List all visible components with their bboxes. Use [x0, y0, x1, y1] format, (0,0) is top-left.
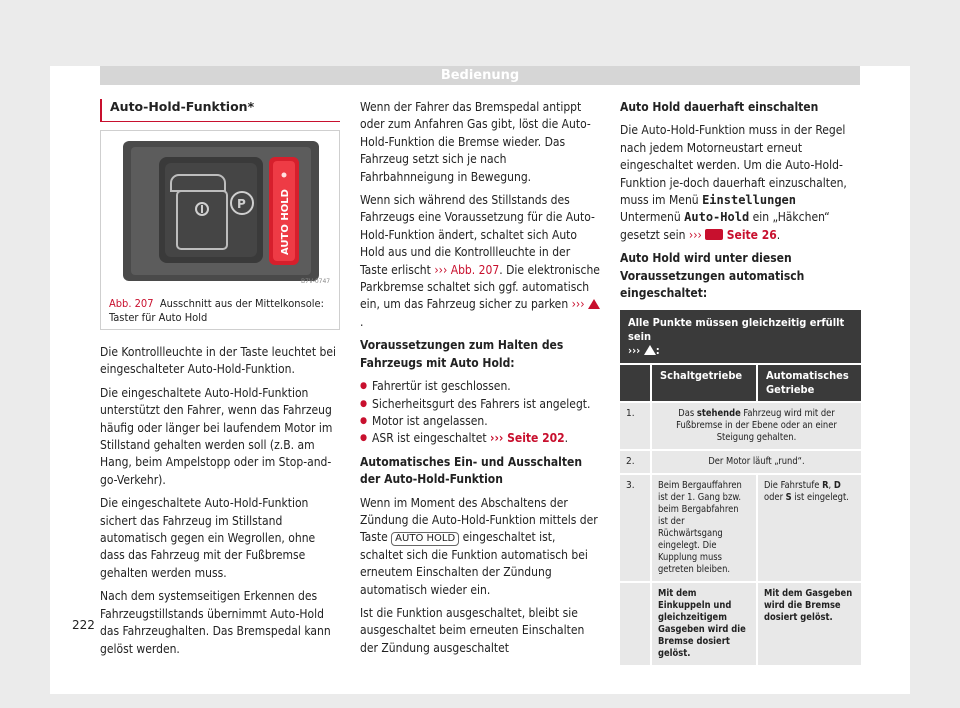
- auto-hold-label: AUTO HOLD: [280, 189, 291, 255]
- paragraph: Die eingeschaltete Auto-Hold-Funktion sichert das Fahrzeug im Stillstand automatisch gegen ein Wegrollen, ohne dass das Fahrzeug mit der Fußbremse gehalten werden muss.: [100, 496, 316, 580]
- auto-hold-key: AUTO HOLD: [391, 532, 459, 546]
- figure-link[interactable]: ››› Abb. 207: [434, 262, 500, 277]
- list-item: ● Fahrertür ist geschlossen.: [360, 378, 600, 395]
- column-header: Automatisches Getriebe: [756, 363, 861, 401]
- submenu-name: Auto-Hold: [684, 210, 750, 225]
- table-title: Alle Punkte müssen gleichzeitig erfüllt sein ››› :: [620, 308, 861, 363]
- page-link[interactable]: ››› Seite 202: [490, 431, 565, 446]
- column-3: [620, 99, 860, 665]
- figure-caption: [101, 291, 339, 329]
- figure-207: [100, 130, 340, 330]
- paragraph: Wenn sich während des Stillstands des Fahrzeugs eine Voraussetzung für die Auto-Hold-Funktion ändert, schaltet sich Auto Hold aus und die Kontrollleuchte in der Taste erlischt ››› Abb. 207. Die elektronische Parkbremse schaltet sich ggf. automatisch ein, um das Fahrzeug sicher zu parken ››› .: [360, 193, 600, 329]
- caption-text: Ausschnitt aus der Mittelkonsole: Taster für Auto Hold: [109, 297, 324, 324]
- paragraph: Die Kontrollleuchte in der Taste leuchtet bei eingeschalteter Auto-Hold-Funktion.: [100, 345, 336, 377]
- column-header: Schaltgetriebe: [650, 363, 756, 401]
- conditions-table: [620, 308, 861, 665]
- column-2: [360, 99, 600, 663]
- figure-code: B7V-0747: [301, 278, 331, 285]
- requirements-list: [360, 378, 600, 448]
- caption-ref: Abb. 207: [109, 297, 154, 310]
- subheading: Auto Hold dauerhaft einschalten: [620, 100, 819, 114]
- subheading: Auto Hold wird unter diesen Voraussetzungen automatisch eingeschaltet:: [620, 251, 805, 301]
- arrow-ref[interactable]: ›››: [688, 227, 702, 242]
- paragraph: Nach dem systemseitigen Erkennen des Fahrzeugstillstands übernimmt Auto-Hold das Fahrzeughalten. Das Bremspedal kann gelöst werden.: [100, 589, 331, 656]
- list-item: ● Sicherheitsgurt des Fahrers ist angelegt.: [360, 396, 600, 413]
- warning-icon: [644, 345, 656, 355]
- table-row: Mit dem Einkuppeln und gleichzeitigem Gasgeben wird die Bremse dosiert gelöst. Mit dem Gasgeben wird die Bremse dosiert gelöst.: [620, 581, 861, 665]
- list-item: ● Motor ist angelassen.: [360, 413, 600, 430]
- list-item: ● ASR ist eingeschaltet ››› Seite 202.: [360, 430, 600, 447]
- page-number: 222: [72, 618, 95, 632]
- table-row: 3. Beim Bergauffahren ist der 1. Gang bzw. beim Bergabfahren ist der Rüchwärtsgang eingelegt. Die Kupplung muss getreten bleiben. Die Fahrstufe R, D oder S ist eingelegt.: [620, 473, 861, 581]
- paragraph: Die eingeschaltete Auto-Hold-Funktion unterstützt den Fahrer, wenn das Fahrzeug häufig oder länger bei laufendem Motor im Stillstand gehalten werden soll (z.B. am Hang, beim Ampelstopp oder im Stop-and-go-Verkehr).: [100, 385, 333, 487]
- menu-name: Einstellungen: [702, 193, 796, 208]
- table-row: 1. Das stehende Fahrzeug wird mit der Fußbremse in der Ebene oder an einer Steigung gehalten.: [620, 401, 861, 449]
- svg-text:P: P: [237, 197, 246, 211]
- paragraph: Wenn der Fahrer das Bremspedal antippt oder zum Anfahren Gas gibt, löst die Auto-Hold-Funktion die Bremse wieder. Das Fahrzeug setzt sich je nach Fahrbahnneigung in Bewegung.: [360, 100, 591, 184]
- subheading: Voraussetzungen zum Halten des Fahrzeugs mit Auto Hold:: [360, 338, 564, 370]
- arrow-ref[interactable]: ›››: [571, 297, 585, 312]
- auto-hold-button-photo: [101, 131, 339, 291]
- section-heading: Auto-Hold-Funktion*: [100, 99, 340, 122]
- paragraph: Ist die Funktion ausgeschaltet, bleibt sie ausgeschaltet beim erneuten Einschalten der Zündung ausgeschaltet: [360, 605, 585, 655]
- column-1: [100, 99, 340, 664]
- text: Wenn sich während des Stillstands des Fahrzeugs eine Voraussetzung für die Auto-Hold-Funktion ändert, schaltet sich Auto Hold aus und die Kontrollleuchte in der Taste erlischt: [360, 193, 595, 277]
- subheading: Automatisches Ein- und Ausschalten der Auto-Hold-Funktion: [360, 454, 583, 487]
- paragraph: Die Auto-Hold-Funktion muss in der Regel nach jedem Motorneustart erneut eingeschaltet werden. Um die Auto-Hold-Funktion je-doch dauerhaft einzuschalten, muss im Menü Einstellungen Untermenü Auto-Hold ein „Häkchen“ gesetzt sein ››› Seite 26.: [620, 123, 847, 242]
- section-header: Bedienung: [100, 66, 860, 85]
- paragraph: Wenn im Moment des Abschaltens der Zündung die Auto-Hold-Funktion mittels der Taste AUTO HOLD eingeschaltet ist, schaltet sich die Funktion automatisch bei erneutem Einschalten der Zündung automatisch wieder ein.: [360, 495, 598, 597]
- text: . Die elektronische Parkbremse schaltet sich ggf. automatisch ein, um das Fahrzeug sicher zu parken: [360, 262, 600, 312]
- warning-icon: [588, 299, 600, 309]
- page-link[interactable]: Seite 26: [726, 227, 777, 242]
- book-icon: [705, 229, 723, 240]
- table-row: 2. Der Motor läuft „rund“.: [620, 449, 861, 473]
